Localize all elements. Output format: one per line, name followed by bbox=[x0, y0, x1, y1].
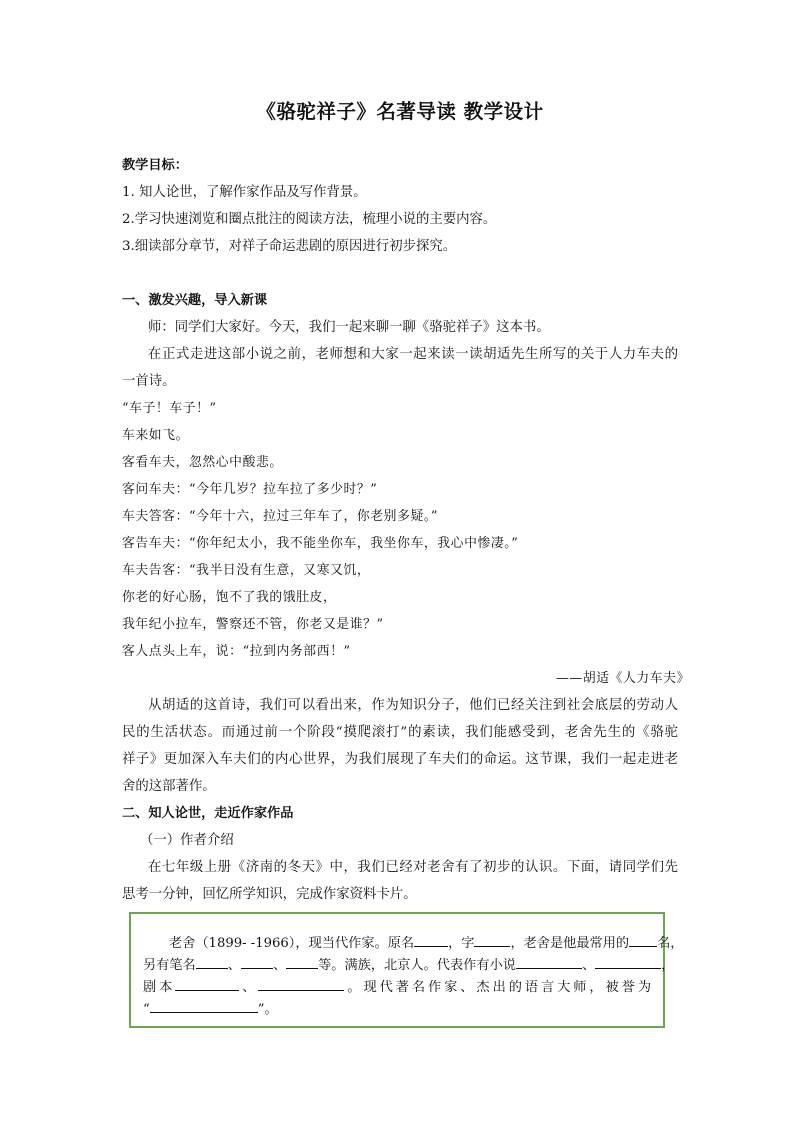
section1-paragraph-line: 民的生活状态。而通过前一个阶段“摸爬滚打”的素读，我们能感受到，老舍先生的《骆驼 bbox=[122, 725, 678, 740]
card-text: 、 bbox=[239, 980, 259, 995]
blank-courtesy-name[interactable] bbox=[474, 932, 510, 947]
section1-intro2-line: 一首诗。 bbox=[122, 374, 176, 389]
blank-play-2[interactable] bbox=[258, 976, 344, 991]
card-text: ， bbox=[661, 958, 675, 973]
document-title: 《骆驼祥子》名著导读 教学设计 bbox=[256, 100, 544, 123]
poem-line: 车来如飞。 bbox=[122, 428, 189, 443]
section2-paragraph-line: 思考一分钟，回忆所学知识，完成作家资料卡片。 bbox=[122, 887, 417, 902]
poem-line: “车子！车子！” bbox=[122, 401, 217, 416]
card-text: 名， bbox=[657, 936, 684, 951]
poem-line: 客看车夫，忽然心中酸悲。 bbox=[122, 455, 283, 470]
card-text: 老舍（1899- -1966），现当代作家。原名 bbox=[169, 936, 415, 951]
card-line-2 bbox=[143, 954, 675, 976]
author-info-card bbox=[129, 912, 684, 1028]
section2-paragraph-line: 在七年级上册《济南的冬天》中，我们已经对老舍有了初步的认识。下面，请同学们先 bbox=[148, 860, 678, 875]
card-line-1 bbox=[169, 932, 684, 954]
objective-item: 2.学习快速浏览和圈点批注的阅读方法，梳理小说的主要内容。 bbox=[122, 212, 497, 227]
card-text: 、 bbox=[581, 958, 596, 973]
section1-paragraph-line: 祥子》更加深入车夫们的内心世界，为我们展现了车夫们的命运。这节课，我们一起走进老 bbox=[122, 752, 678, 767]
blank-other-pen-name-3[interactable] bbox=[286, 954, 318, 969]
card-text: ”。 bbox=[257, 1002, 278, 1017]
blank-novel-1[interactable] bbox=[516, 954, 582, 969]
objectives-heading: 教学目标： bbox=[122, 158, 188, 173]
card-text: 、 bbox=[272, 958, 287, 973]
card-text: 另有笔名 bbox=[143, 958, 196, 973]
section1-intro2-line: 在正式走进这部小说之前，老师想和大家一起来读一读胡适先生所写的关于人力车夫的 bbox=[148, 347, 678, 362]
card-text: ，老舍是他最常用的 bbox=[510, 936, 630, 951]
blank-other-pen-name-1[interactable] bbox=[196, 954, 228, 969]
poem-line: 客告车夫：“你年纪太小，我不能坐你车，我坐你车，我心中惨凄。” bbox=[122, 536, 519, 551]
poem-line: 客问车夫：“今年几岁？拉车拉了多少时？” bbox=[122, 482, 378, 497]
blank-pen-name[interactable] bbox=[629, 932, 657, 947]
poem-line: 车夫告客：“我半日没有生意，又寒又饥， bbox=[122, 563, 371, 578]
poem-line: 你老的好心肠，饱不了我的饿肚皮， bbox=[122, 590, 337, 605]
card-line-3 bbox=[143, 976, 651, 998]
card-text: “ bbox=[143, 1002, 150, 1017]
poem-line: 客人点头上车，说：“拉到内务部西！” bbox=[122, 644, 351, 659]
objective-item: 3.细读部分章节，对祥子命运悲剧的原因进行初步探究。 bbox=[122, 239, 457, 254]
blank-other-pen-name-2[interactable] bbox=[241, 954, 273, 969]
blank-play-1[interactable] bbox=[175, 976, 239, 991]
section1-intro: 师：同学们大家好。今天，我们一起来聊一聊《骆驼祥子》这本书。 bbox=[148, 320, 550, 335]
section1-paragraph-line: 从胡适的这首诗，我们可以看出来，作为知识分子，他们已经关注到社会底层的劳动人 bbox=[148, 698, 678, 713]
section1-heading: 一、激发兴趣，导入新课 bbox=[122, 293, 268, 308]
section2-subheading: （一）作者介绍 bbox=[140, 833, 234, 848]
poem-attribution: ——胡适《人力车夫》 bbox=[556, 671, 690, 686]
card-text: 、 bbox=[227, 958, 241, 973]
section1-paragraph-line: 舍的这部著作。 bbox=[122, 779, 216, 794]
card-text: ，字 bbox=[448, 936, 475, 951]
card-text: 等。满族，北京人。代表作有小说 bbox=[318, 958, 516, 973]
card-text: 剧本 bbox=[143, 980, 176, 995]
section2-heading: 二、知人论世，走近作家作品 bbox=[122, 806, 294, 821]
objective-item: 1. 知人论世，了解作家作品及写作背景。 bbox=[122, 185, 367, 200]
poem-line: 我年纪小拉车，警察还不管，你老又是谁？” bbox=[122, 617, 384, 632]
card-line-4 bbox=[143, 998, 651, 1020]
card-text: 。现代著名作家、杰出的语言大师，被誉为 bbox=[344, 980, 652, 995]
poem-line: 车夫答客：“今年十六，拉过三年车了，你老别多疑。” bbox=[122, 509, 439, 524]
blank-honorific-title[interactable] bbox=[150, 998, 258, 1013]
blank-novel-2[interactable] bbox=[595, 954, 661, 969]
blank-original-name[interactable] bbox=[414, 932, 448, 947]
